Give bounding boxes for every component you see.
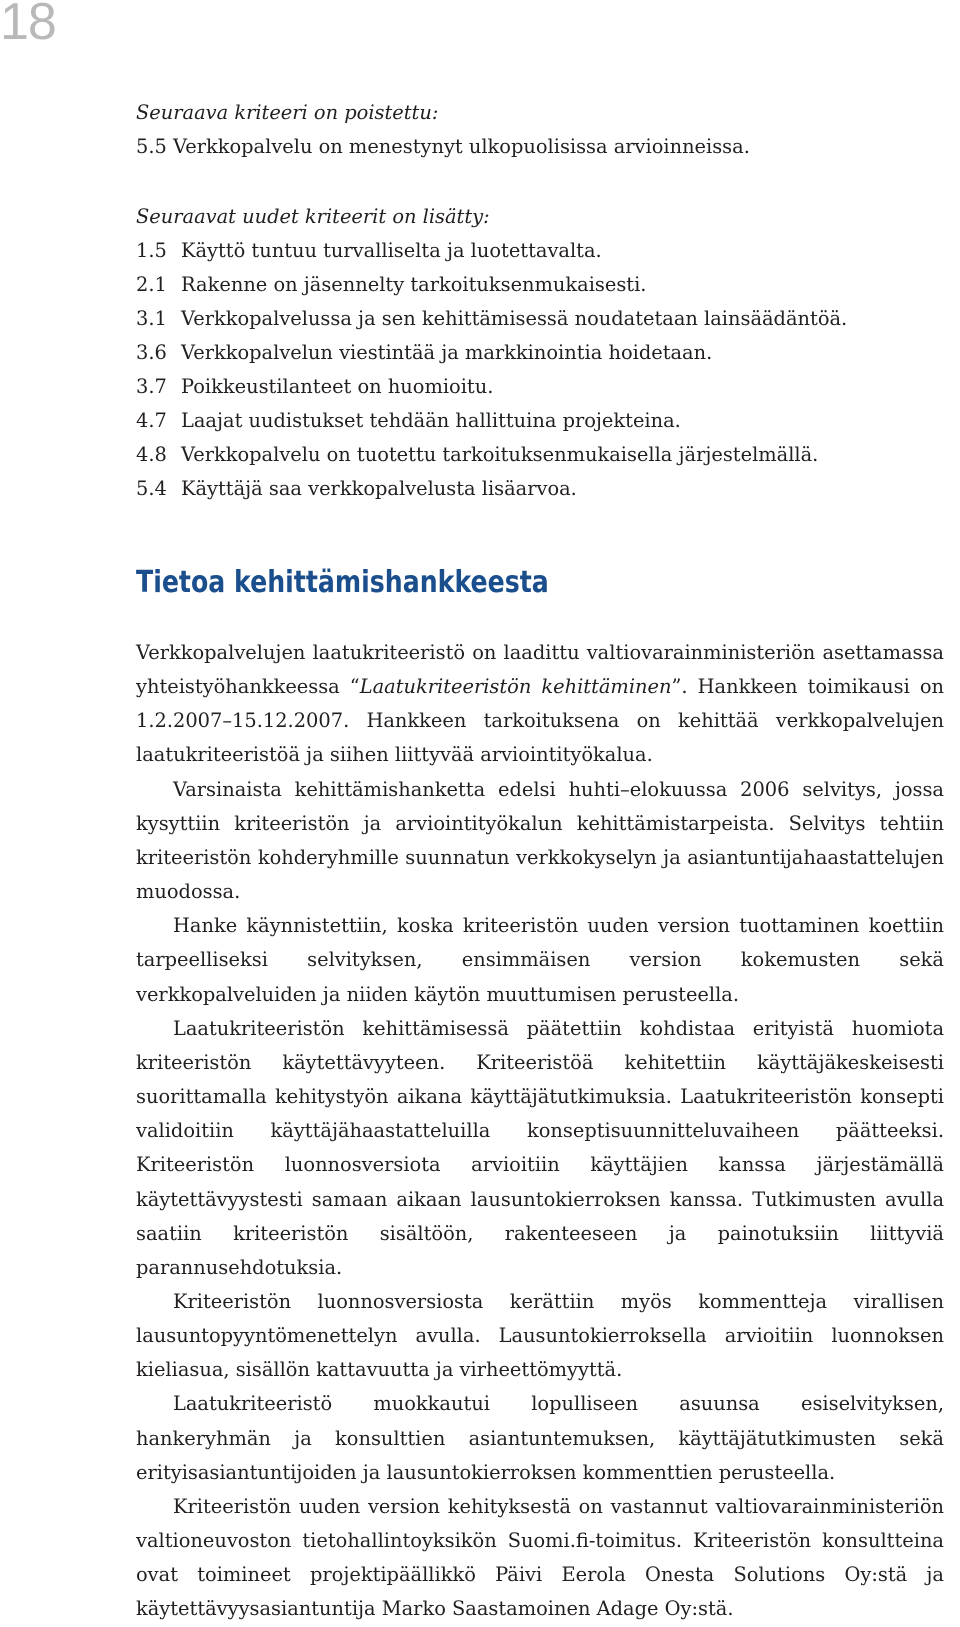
criterion-text: Verkkopalvelun viestintää ja markkinointia hoidetaan. — [181, 341, 713, 364]
criterion-number: 4.7 — [136, 409, 167, 432]
criterion-number: 1.5 — [136, 239, 167, 262]
paragraph: Varsinaista kehittämishanketta edelsi huhti–elokuussa 2006 selvitys, jossa kysyttiin kriteeristön ja arviointityökalun kehittämistarpeista. Selvitys tehtiin kriteeristön kohderyhmille suunnatun verkkokyselyn ja asiantuntijahaastattelujen muodossa. — [136, 777, 944, 904]
criterion-number: 3.1 — [136, 307, 167, 330]
section-title: Tietoa kehittämishankkeesta — [136, 565, 549, 600]
paragraph — [136, 636, 944, 773]
criterion-item — [136, 404, 944, 438]
page-number: 18 — [0, 0, 56, 51]
paragraph: Hanke käynnistettiin, koska kriteeristön uuden version tuottaminen koettiin tarpeelliseksi selvityksen, ensimmäisen version kokemusten sekä verkkopalveluiden ja niiden käytön muuttumisen perusteella. — [136, 914, 944, 1006]
removed-criteria-heading: Seuraava kriteeri on poistettu: — [136, 101, 439, 124]
paragraph: Kriteeristön luonnosversiosta kerättiin myös kommentteja virallisen lausuntopyyntömenettelyn avulla. Lausuntokierroksella arvioitiin luonnoksen kieliasua, sisällön kattavuutta ja virheettömyyttä. — [136, 1289, 944, 1382]
criterion-text: Rakenne on jäsennelty tarkoituksenmukaisesti. — [181, 273, 647, 296]
paragraph: Laatukriteeristön kehittämisessä päätettiin kohdistaa erityistä huomiota kriteeristön käytettävyyteen. Kriteeristöä kehitettiin käyttäjäkeskeisesti suorittamalla kehitystyön aikana käyttäjätutkimuksia. Laatukriteeristön konsepti validoitiin käyttäjähaastatteluilla konseptisuunnitteluvaiheen päätteeksi. Kriteeristön luonnosversiota arvioitiin käyttäjien kanssa järjestämällä käytettävyystesti samaan aikaan lausuntokierroksen kanssa. Tutkimusten avulla saatiin kriteeristön sisältöön, rakenteeseen ja painotuksiin liittyviä parannusehdotuksia. — [136, 1016, 944, 1279]
criterion-item — [136, 370, 944, 404]
criterion-text: Verkkopalvelu on tuotettu tarkoituksenmukaisella järjestelmällä. — [181, 443, 819, 466]
criterion-text: Käyttö tuntuu turvalliselta ja luotettavalta. — [181, 239, 602, 262]
paragraph-text: Verkkopalvelujen laatukriteeristö on laadittu valtiovarainministeriön asettamassa yhteistyöhankkeessa “ — [136, 641, 944, 699]
criterion-number: 2.1 — [136, 273, 167, 296]
criterion-text: Poikkeustilanteet on huomioitu. — [181, 375, 494, 398]
criterion-number: 5.4 — [136, 477, 167, 500]
paragraph-text: ”. Hankkeen toimikausi on 1.2.2007–15.12.2007. Hankkeen tarkoituksena on kehittää verkkopalvelujen laatukriteeristöä ja siihen liittyvää arviointityökalua. — [136, 675, 944, 767]
page-content — [136, 96, 944, 1627]
criterion-number: 3.6 — [136, 341, 167, 364]
section-body — [136, 636, 944, 1627]
criterion-item — [136, 472, 944, 506]
criterion-number: 4.8 — [136, 443, 167, 466]
criterion-item — [136, 438, 944, 472]
criterion-text: Verkkopalvelussa ja sen kehittämisessä noudatetaan lainsäädäntöä. — [181, 307, 848, 330]
criterion-item — [136, 234, 944, 268]
criterion-item — [136, 268, 944, 302]
criterion-item — [136, 336, 944, 370]
removed-criterion: 5.5 Verkkopalvelu on menestynyt ulkopuolisissa arvioinneissa. — [136, 135, 750, 158]
added-criteria-list — [136, 234, 944, 506]
criterion-number: 3.7 — [136, 375, 167, 398]
criterion-item — [136, 302, 944, 336]
criterion-text: Laajat uudistukset tehdään hallittuina projekteina. — [181, 409, 681, 432]
paragraph: Kriteeristön uuden version kehityksestä on vastannut valtiovarainministeriön valtioneuvoston tietohallintoyksikön Suomi.fi-toimitus. Kriteeristön konsultteina ovat toimineet projektipäällikkö Päivi Eerola Onesta Solutions Oy:stä ja käytettävyysasiantuntija Marko Saastamoinen Adage Oy:stä. — [136, 1494, 944, 1621]
project-name: Laatukriteeristön kehittäminen — [359, 675, 672, 699]
added-criteria-heading: Seuraavat uudet kriteerit on lisätty: — [136, 205, 490, 228]
paragraph: Laatukriteeristö muokkautui lopulliseen asuunsa esiselvityksen, hankeryhmän ja konsulttien asiantuntemuksen, käyttäjätutkimusten sekä erityisasiantuntijoiden ja lausuntokierroksen kommenttien perusteella. — [136, 1392, 944, 1484]
criterion-text: Käyttäjä saa verkkopalvelusta lisäarvoa. — [181, 477, 577, 500]
